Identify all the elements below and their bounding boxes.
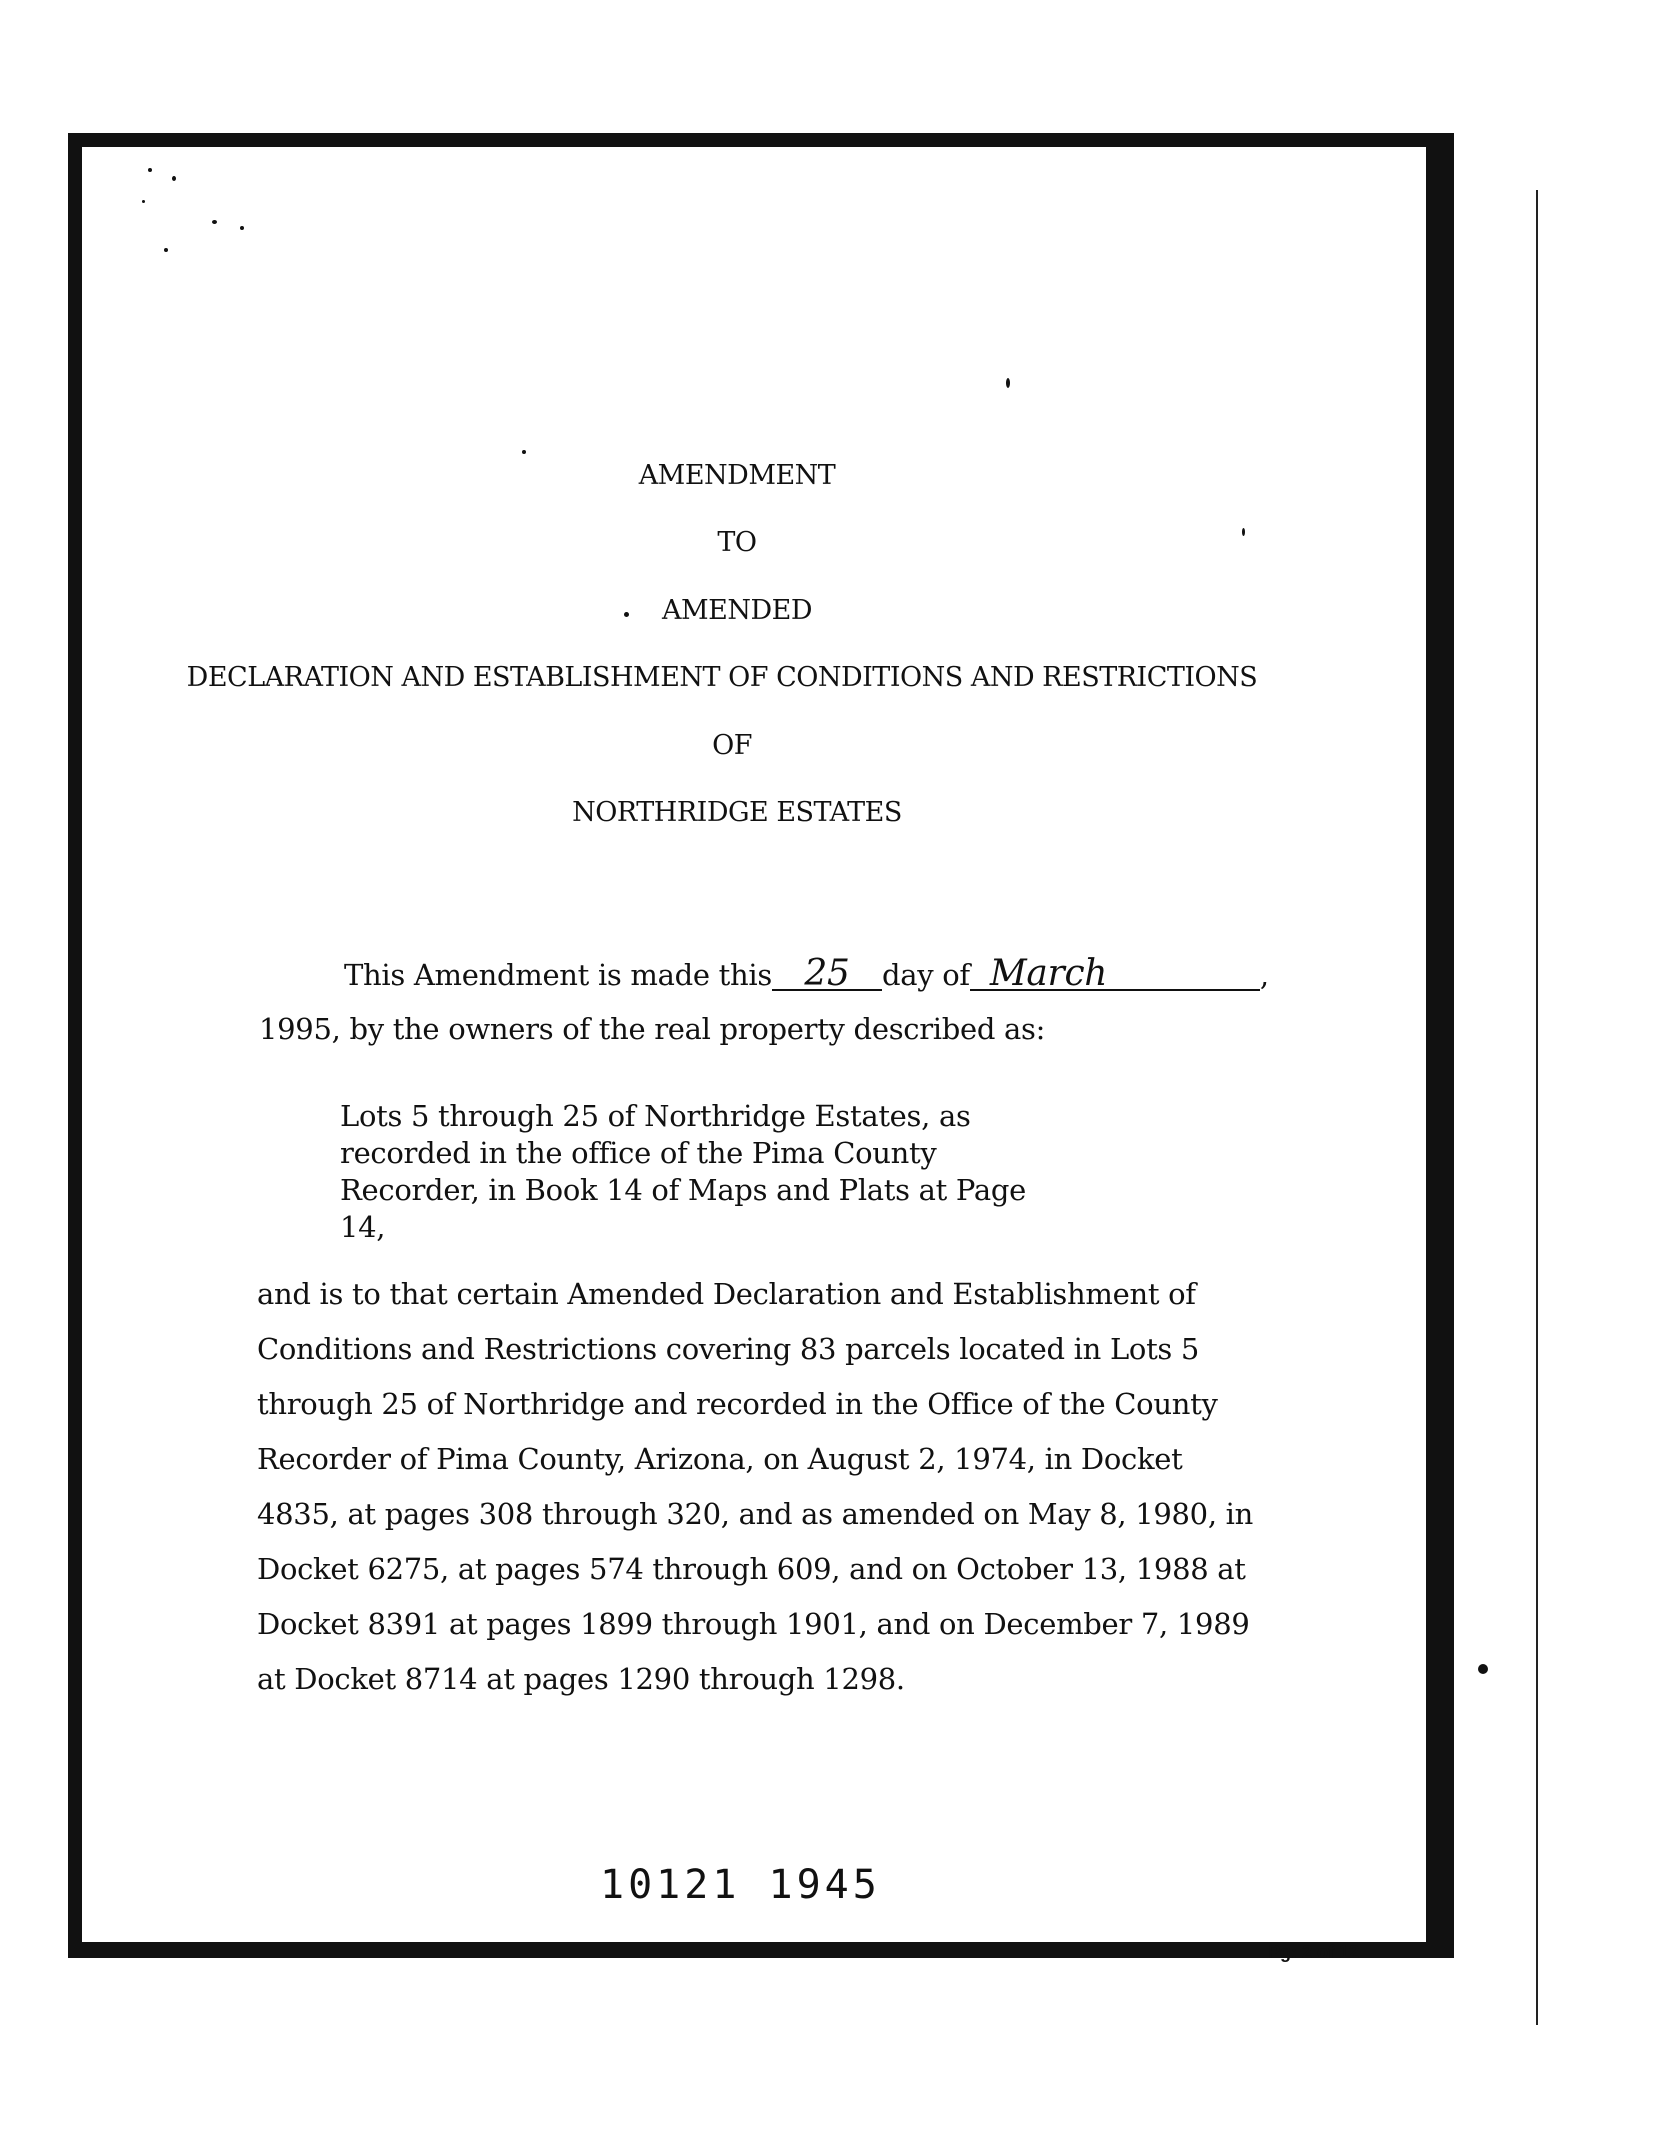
scan-speck <box>522 450 526 454</box>
page-indicator: Pg: 2 of 12 <box>1268 1942 1360 1962</box>
scan-speck <box>240 226 244 230</box>
body-line: Docket 8391 at pages 1899 through 1901, and on December 7, 1989 <box>257 1607 1250 1641</box>
body-line: 4835, at pages 308 through 320, and as amended on May 8, 1980, in <box>257 1497 1254 1531</box>
title-line-1: AMENDMENT <box>638 460 836 491</box>
intro-sentence <box>344 953 1269 994</box>
scan-speck <box>172 176 176 181</box>
legal-line: 14, <box>340 1210 386 1244</box>
title-line-6: NORTHRIDGE ESTATES <box>572 797 902 828</box>
title-line-3: AMENDED <box>662 595 812 626</box>
scan-speck <box>164 248 168 252</box>
day-handwritten: 25 <box>772 959 882 991</box>
intro-prefix: This Amendment is made this <box>344 958 772 992</box>
body-line: Docket 6275, at pages 574 through 609, and on October 13, 1988 at <box>257 1552 1246 1586</box>
scan-speck <box>1478 1664 1488 1674</box>
intro-middle: day of <box>881 958 970 992</box>
legal-description <box>340 1098 1026 1246</box>
intro-suffix: , <box>1259 958 1269 992</box>
legal-line: recorded in the office of the Pima County <box>340 1136 937 1170</box>
month-handwritten: March <box>970 959 1260 991</box>
body-line: and is to that certain Amended Declaration and Establishment of <box>257 1277 1196 1311</box>
scan-speck <box>1006 378 1010 388</box>
legal-line: Lots 5 through 25 of Northridge Estates, as <box>340 1099 971 1133</box>
body-line: through 25 of Northridge and recorded in the Office of the County <box>257 1387 1218 1421</box>
scan-speck <box>142 200 145 203</box>
body-line: Recorder of Pima County, Arizona, on August 2, 1974, in Docket <box>257 1442 1183 1476</box>
intro-line-2: 1995, by the owners of the real property described as: <box>259 1012 1046 1046</box>
title-line-2: TO <box>717 527 757 558</box>
body-line: at Docket 8714 at pages 1290 through 1298. <box>257 1662 905 1696</box>
title-line-5: OF <box>712 730 752 761</box>
scan-speck <box>148 168 152 172</box>
body-paragraph <box>257 1267 1253 1707</box>
scan-speck <box>212 220 217 224</box>
legal-line: Recorder, in Book 14 of Maps and Plats at Page <box>340 1173 1026 1207</box>
body-line: Conditions and Restrictions covering 83 parcels located in Lots 5 <box>257 1332 1200 1366</box>
title-line-4: DECLARATION AND ESTABLISHMENT OF CONDITIONS AND RESTRICTIONS <box>186 662 1258 693</box>
recording-number: 10121 1945 <box>600 1862 881 1908</box>
